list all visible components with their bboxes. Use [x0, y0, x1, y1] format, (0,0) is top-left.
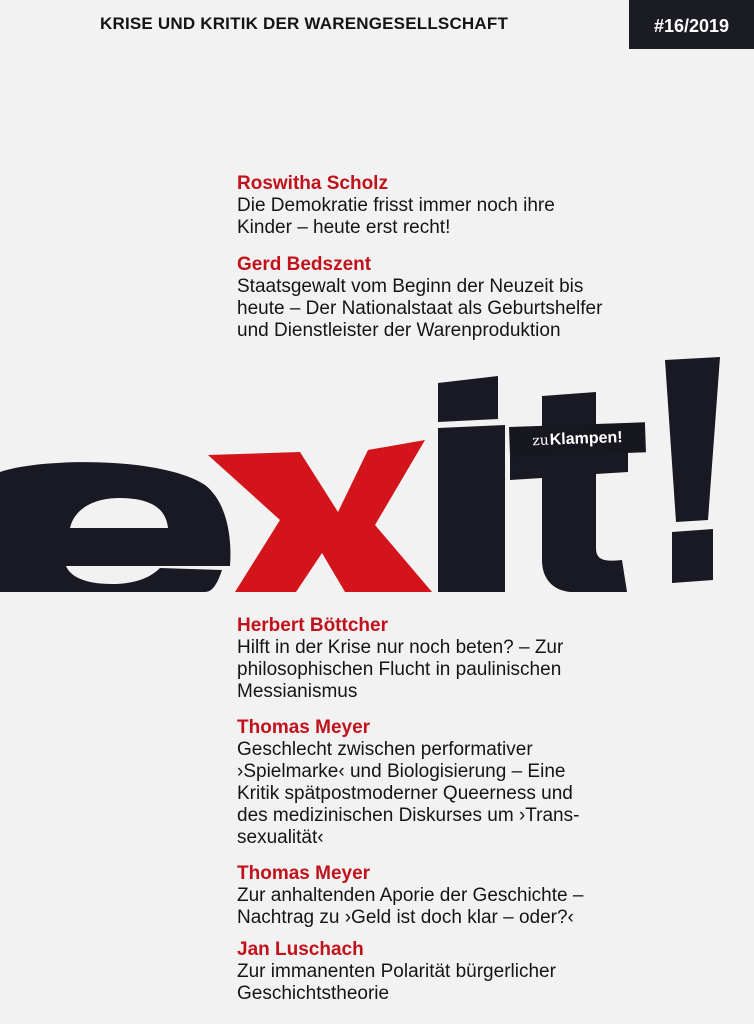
article-entry	[237, 615, 737, 703]
article-title: Zur immanenten Polarität bürgerlicher Geschichtstheorie	[237, 961, 556, 1004]
article-author: Roswitha Scholz	[237, 173, 388, 194]
article-author: Gerd Bedszent	[237, 254, 372, 275]
article-entry	[237, 939, 737, 1005]
article-author: Jan Luschach	[237, 939, 364, 960]
article-title: Die Demokratie frisst immer noch ihre Kinder – heute erst recht!	[237, 195, 555, 238]
series-title: KRISE UND KRITIK DER WARENGESELLSCHAFT	[100, 14, 509, 33]
article-title: Staatsgewalt vom Beginn der Neuzeit bis heute – Der Nationalstaat als Geburtshelfer und Dienstleister der Warenproduktion	[237, 276, 603, 341]
article-entry	[237, 863, 737, 929]
logo-letter-i-dot	[438, 376, 498, 422]
logo-letter-t	[510, 392, 628, 592]
publisher-name: Klampen!	[549, 429, 623, 449]
logo-letter-e	[0, 462, 230, 592]
article-author: Herbert Böttcher	[237, 615, 388, 636]
publisher-logo	[509, 422, 646, 457]
logo-letter-x	[208, 440, 432, 592]
logo-letter-i	[438, 425, 505, 592]
article-entry	[237, 717, 737, 849]
publisher-prefix: zu	[532, 432, 550, 450]
logo-exclamation-dot	[672, 529, 713, 583]
article-title: Geschlecht zwischen performativer ›Spielmarke‹ und Biologisierung – Eine Kritik spätpostmoderner Queerness und des medizinischen Diskurses um ›Trans- sexualität‹	[237, 739, 580, 848]
article-title: Zur anhaltenden Aporie der Geschichte – Nachtrag zu ›Geld ist doch klar – oder?‹	[237, 885, 584, 928]
logo-exclamation-stem	[665, 357, 720, 522]
issue-badge: #16/2019	[629, 0, 754, 49]
article-list-bottom	[237, 615, 737, 1005]
article-author: Thomas Meyer	[237, 863, 371, 884]
article-author: Thomas Meyer	[237, 717, 371, 738]
article-title: Hilft in der Krise nur noch beten? – Zur philosophischen Flucht in paulinischen Messianismus	[237, 637, 564, 702]
